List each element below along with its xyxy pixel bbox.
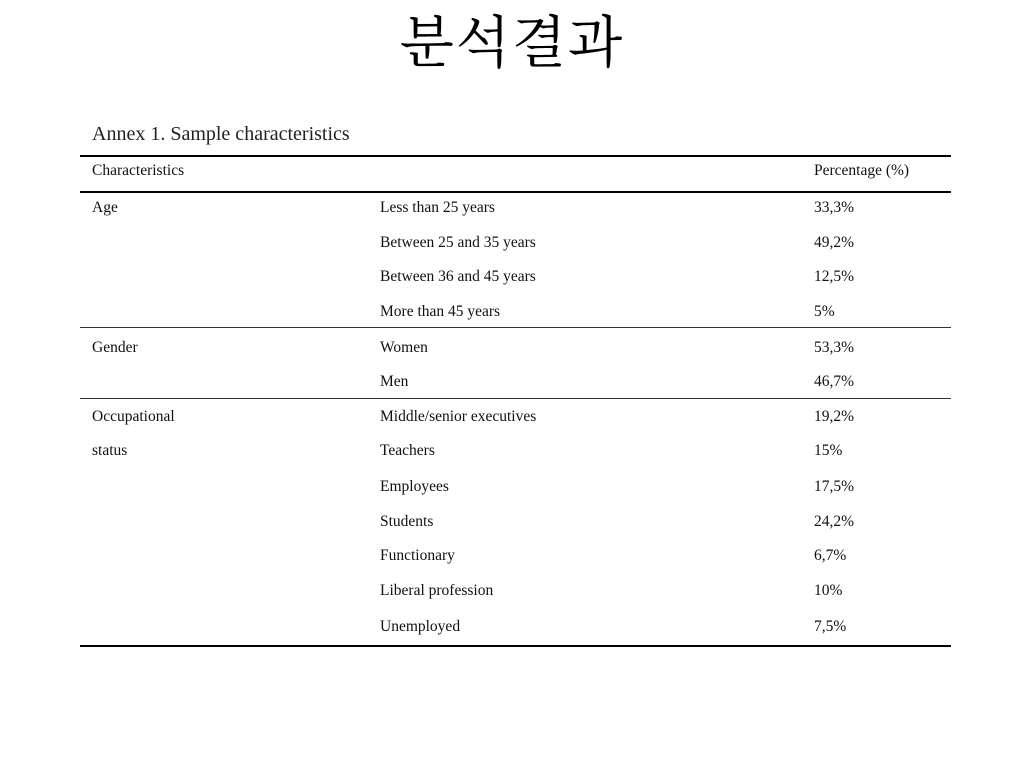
table-row-value: 53,3% — [814, 339, 855, 356]
table-row-label: More than 45 years — [380, 303, 501, 320]
table-row-value: 12,5% — [814, 268, 855, 285]
table-row-label: Middle/senior executives — [380, 408, 537, 425]
table-row-label: Less than 25 years — [380, 199, 495, 216]
table-bottom-rule — [80, 645, 951, 647]
table-row-value: 6,7% — [814, 547, 847, 564]
group-divider — [80, 327, 951, 328]
slide-title: 분석결과 — [399, 11, 625, 76]
table-row-value: 46,7% — [814, 373, 855, 390]
table-row-label: Liberal profession — [380, 582, 494, 599]
table-row-label: Men — [380, 373, 409, 390]
table-row-label: Between 36 and 45 years — [380, 268, 536, 285]
table-row-value: 7,5% — [814, 618, 847, 635]
table-row-value: 33,3% — [814, 199, 855, 216]
table-row-label: Functionary — [380, 547, 455, 564]
header-percentage: Percentage (%) — [814, 162, 910, 179]
table-top-rule — [80, 155, 951, 157]
group-divider — [80, 398, 951, 399]
table-row-label: Employees — [380, 478, 449, 495]
group-label-occupational: Occupational — [92, 408, 175, 425]
table-row-label: Teachers — [380, 442, 435, 459]
table-row-value: 5% — [814, 303, 835, 320]
table-row-label: Unemployed — [380, 618, 461, 635]
group-label-status: status — [92, 442, 128, 459]
table-row-value: 10% — [814, 582, 843, 599]
table-row-value: 17,5% — [814, 478, 855, 495]
table-row-label: Women — [380, 339, 428, 356]
header-characteristics: Characteristics — [92, 162, 185, 179]
table-row-label: Between 25 and 35 years — [380, 234, 536, 251]
group-label-age: Age — [92, 199, 118, 216]
table-row-value: 49,2% — [814, 234, 855, 251]
table-caption: Annex 1. Sample characteristics — [92, 123, 350, 145]
table-row-value: 19,2% — [814, 408, 855, 425]
table-row-value: 15% — [814, 442, 843, 459]
group-label-gender: Gender — [92, 339, 138, 356]
header-rule — [80, 191, 951, 193]
table-row-label: Students — [380, 513, 434, 530]
table-row-value: 24,2% — [814, 513, 855, 530]
